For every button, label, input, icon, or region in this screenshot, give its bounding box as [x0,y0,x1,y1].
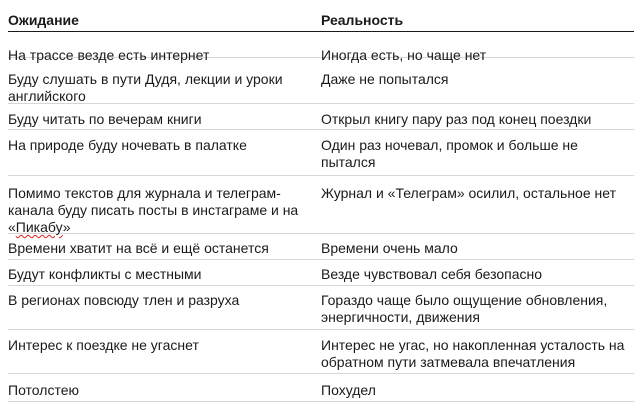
expectation-cell: Будут конфликты с местными [8,266,202,282]
expectation-cell: Потолстею [8,382,79,398]
table-row [8,260,634,286]
expectation-cell: Интерес к поездке не угаснет [8,337,199,353]
expectation-cell: Буду читать по вечерам книги [8,111,202,127]
table-row [8,58,634,104]
expectation-text-prefix: Помимо текстов для журнала и телеграм-канала буду писать посты в инстаграме и на « [8,185,299,235]
expectation-cell: В регионах повсюду тлен и разруха [8,292,240,308]
reality-cell: Даже не попытался [321,71,449,87]
reality-cell: Времени очень мало [321,240,458,256]
expectation-reality-table [8,10,634,402]
reality-cell: Журнал и «Телеграм» осилил, остальное нет [321,185,616,201]
table-row [8,374,634,402]
reality-cell: Везде чувствовал себя безопасно [321,266,543,282]
spellcheck-underlined-word: Пикабу [15,219,63,235]
table-row [8,286,634,330]
expectation-cell: На трассе везде есть интернет [8,47,210,63]
table-row [8,130,634,176]
table-row [8,234,634,260]
expectation-text-suffix: » [62,219,71,235]
header-expectation: Ожидание [8,12,79,28]
reality-cell: Гораздо чаще было ощущение обновления, энергичности, движения [321,292,608,325]
table-row [8,104,634,130]
table-header-row [8,10,634,32]
reality-cell: Интерес не угас, но накопленная усталость на обратном пути затмевала впечатления [321,337,625,370]
expectation-cell: Буду слушать в пути Дудя, лекции и уроки английского [8,71,283,104]
reality-cell: Похудел [321,382,376,398]
table-row [8,32,634,63]
header-reality: Реальность [321,12,404,28]
table-row [8,330,634,374]
expectation-cell: На природе буду ночевать в палатке [8,137,247,153]
expectation-cell: Времени хватит на всё и ещё останется [8,240,269,256]
reality-cell: Иногда есть, но чаще нет [321,47,487,63]
expectation-cell [8,176,321,233]
reality-cell: Один раз ночевал, промок и больше не пытался [321,137,578,170]
table-row [8,176,634,234]
reality-cell: Открыл книгу пару раз под конец поездки [321,111,592,127]
